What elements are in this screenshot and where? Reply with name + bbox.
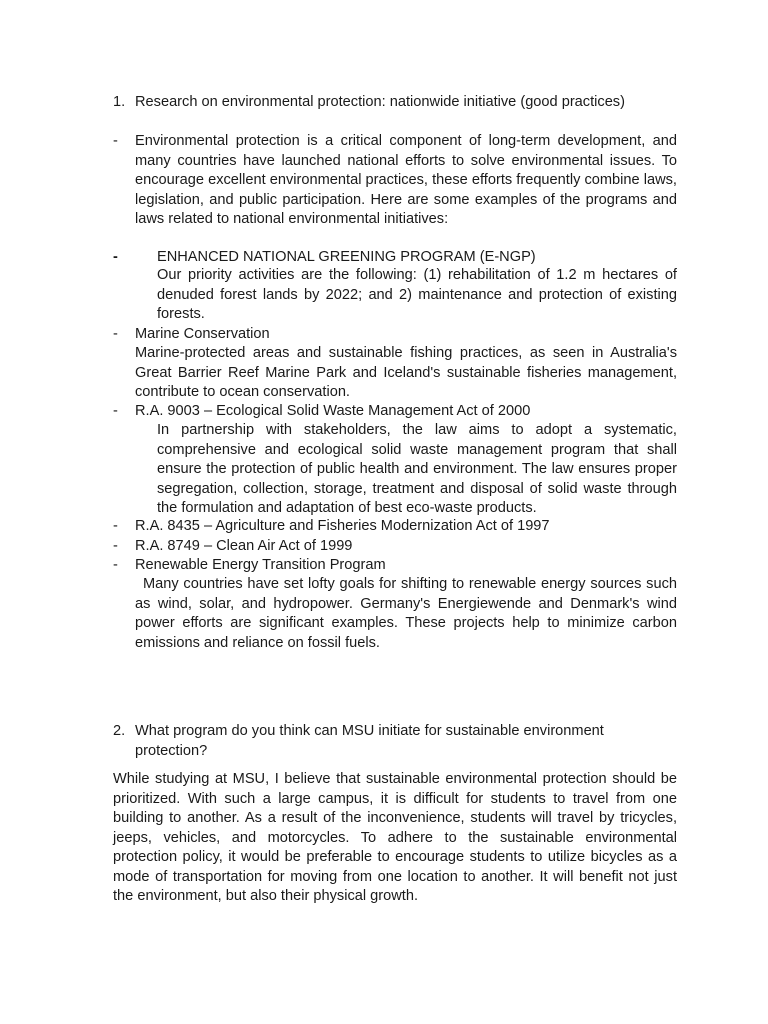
item-2-heading: Marine Conservation <box>135 326 270 342</box>
item-1-body: Our priority activities are the following: (1) rehabilitation of 1.2 m hectares of denuded forest lands by 2022; and 2) maintenance and protection of existing forests. <box>157 267 677 322</box>
item-4-heading: R.A. 8435 – Agriculture and Fisheries Modernization Act of 1997 <box>135 518 550 534</box>
item-6-body: Many countries have set lofty goals for shifting to renewable energy sources such as wind, solar, and hydropower. Germany's Energiewende and Denmark's wind power efforts are significant examples. These projects help to minimize carbon emissions and reliance on fossil fuels. <box>135 576 677 651</box>
item-3-heading: R.A. 9003 – Ecological Solid Waste Management Act of 2000 <box>135 403 531 419</box>
item-3-body: In partnership with stakeholders, the law aims to adopt a systematic, comprehensive and ecological solid waste management program that shall ensure the protection of public health and environment. The law ensures proper segregation, collection, storage, treatment and disposal of solid waste through the formulation and adaptation of best eco-waste products. <box>157 422 677 516</box>
q2-number: 2. <box>113 723 126 739</box>
q1-intro-marker: - <box>113 133 118 149</box>
item-5-marker: - <box>113 538 118 554</box>
item-3-marker: - <box>113 403 118 419</box>
q2-question: What program do you think can MSU initiate for sustainable environment protection? <box>135 723 604 759</box>
item-1-heading: ENHANCED NATIONAL GREENING PROGRAM (E-NGP) <box>157 249 536 265</box>
q1-intro-paragraph: Environmental protection is a critical component of long-term development, and many countries have launched national efforts to solve environmental issues. To encourage excellent environmental practices, these efforts frequently combine laws, legislation, and public participation. Here are some examples of the programs and laws related to national environmental initiatives: <box>135 133 677 227</box>
q2-answer-paragraph: While studying at MSU, I believe that sustainable environmental protection should be prioritized. With such a large campus, it is difficult for students to travel from one building to another. As a result of the inconvenience, students will travel by tricycles, jeeps, vehicles, and motorcycles. To adhere to the sustainable environmental protection policy, it would be preferable to encourage students to utilize bicycles as a mode of transportation for moving from one location to another. It will benefit not just the environment, but also their physical growth. <box>113 771 677 904</box>
item-6-heading: Renewable Energy Transition Program <box>135 557 386 573</box>
item-2-marker: - <box>113 326 118 342</box>
item-5-heading: R.A. 8749 – Clean Air Act of 1999 <box>135 538 353 554</box>
q1-title: Research on environmental protection: nationwide initiative (good practices) <box>135 94 625 110</box>
item-2-body: Marine-protected areas and sustainable fishing practices, as seen in Australia's Great Barrier Reef Marine Park and Iceland's sustainable fisheries management, contribute to ocean conservation. <box>135 345 677 400</box>
q1-number: 1. <box>113 94 126 110</box>
item-1-marker: - <box>113 249 118 265</box>
item-4-marker: - <box>113 518 118 534</box>
item-6-marker: - <box>113 557 118 573</box>
